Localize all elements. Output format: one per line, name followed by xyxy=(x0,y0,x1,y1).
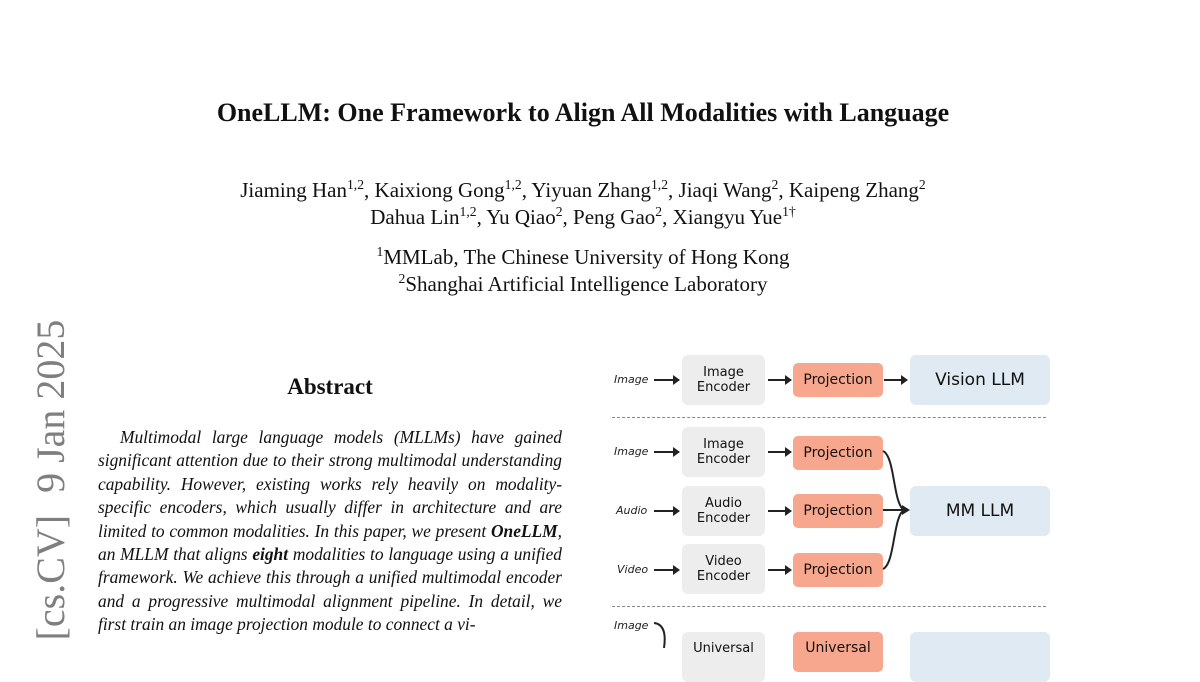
arrow xyxy=(768,451,790,453)
author: Yu Qiao$^2$ xyxy=(486,204,563,229)
arxiv-category: [cs.CV] xyxy=(28,514,73,641)
dashed-divider xyxy=(612,606,1046,607)
author: Kaixiong Gong$^{1,2}$ xyxy=(374,177,522,202)
author: Jiaming Han$^{1,2}$ xyxy=(240,177,365,202)
input-label-image: Image xyxy=(614,619,649,632)
input-label-image: Image xyxy=(614,373,649,386)
audio-encoder-box: Audio Encoder xyxy=(682,486,765,536)
abstract-heading: Abstract xyxy=(287,374,373,399)
arrow xyxy=(654,569,678,571)
projection-box: Projection xyxy=(793,553,883,587)
mm-llm-box: MM LLM xyxy=(910,486,1050,536)
merge-connector xyxy=(880,448,912,574)
input-label-image: Image xyxy=(614,445,649,458)
input-label-video: Video xyxy=(617,563,649,576)
author: Xiangyu Yue$^{1\dagger}$ xyxy=(672,204,796,229)
author-list-line1: Jiaming Han$^{1,2}$, Kaixiong Gong$^{1,2}$, Yiyuan Zhang$^{1,2}$, Jiaqi Wang$^2$, Kaipeng Zhang$^2$ xyxy=(240,177,926,202)
affiliation-2: $^2$Shanghai Artificial Intelligence Laboratory xyxy=(398,271,768,296)
author: Dahua Lin$^{1,2}$ xyxy=(370,204,477,229)
arrow xyxy=(768,510,790,512)
paper-title: OneLLM: One Framework to Align All Modalities with Language xyxy=(216,98,950,127)
vision-llm-box: Vision LLM xyxy=(910,355,1050,405)
author-list-line2: Dahua Lin$^{1,2}$, Yu Qiao$^2$, Peng Gao$^2$, Xiangyu Yue$^{1\dagger}$ xyxy=(370,204,796,229)
arrow xyxy=(654,510,678,512)
arxiv-side-stamp xyxy=(28,290,73,670)
projection-box: Projection xyxy=(793,436,883,470)
llm-box xyxy=(910,632,1050,682)
abstract-body: Multimodal large language models (MLLMs) have gained significant attention due to their strong multimodal understanding capability. However, existing works rely heavily on modality-specific encoders, which usually differ in architecture and are limited to common modalities. In this paper, we present OneLLM, an MLLM that aligns eight modalities to language using a unified framework. We achieve this through a unified multimodal encoder and a progressive multimodal alignment pipeline. In detail, we first train an image projection module to connect a vi- xyxy=(98,427,562,635)
arxiv-date: 9 Jan 2025 xyxy=(28,319,73,493)
universal-encoder-box: Universal xyxy=(682,632,765,682)
arrow xyxy=(654,451,678,453)
universal-projection-box: Universal xyxy=(793,632,883,672)
arrow xyxy=(884,379,906,381)
video-encoder-box: Video Encoder xyxy=(682,544,765,594)
author: Jiaqi Wang$^2$ xyxy=(678,177,779,202)
author: Peng Gao$^2$ xyxy=(573,204,663,229)
affiliation-1: $^1$MMLab, The Chinese University of Hong Kong xyxy=(376,244,790,269)
dashed-divider xyxy=(612,417,1046,418)
input-label-audio: Audio xyxy=(616,504,648,517)
connector-curve xyxy=(652,620,672,648)
author: Kaipeng Zhang$^2$ xyxy=(788,177,926,202)
projection-box: Projection xyxy=(793,494,883,528)
projection-box: Projection xyxy=(793,363,883,397)
image-encoder-box: Image Encoder xyxy=(682,427,765,477)
arrow xyxy=(768,569,790,571)
arrow xyxy=(654,379,678,381)
image-encoder-box: Image Encoder xyxy=(682,355,765,405)
arrow xyxy=(768,379,790,381)
author: Yiyuan Zhang$^{1,2}$ xyxy=(531,177,669,202)
